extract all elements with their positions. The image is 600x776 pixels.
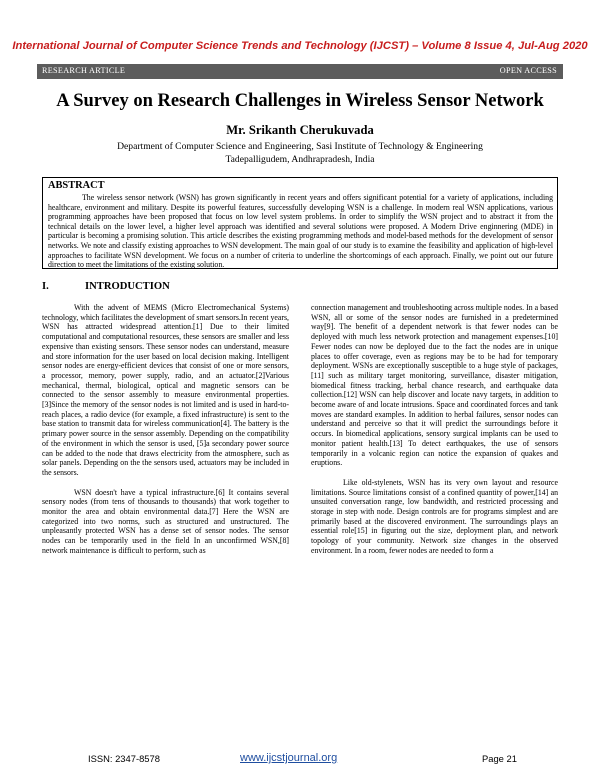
open-access-label: OPEN ACCESS <box>499 66 557 75</box>
abstract-heading: ABSTRACT <box>48 180 105 191</box>
affiliation-line-2: Tadepalligudem, Andhrapradesh, India <box>225 154 375 165</box>
right-column <box>311 303 558 556</box>
left-paragraph-2: WSN doesn't have a typical infrastructure.[6] It contains several sensory nodes (from tens of thousands to thousands) that work together to monitor the area and obtain environmental data.[7] Here the WSN are categorized into two norms, such as structured and unstructured. The unpleasantly protected WSN has a dense set of sensor nodes. The sensor nodes can be temporarily used in the field In an unconfirmed WSN,[8] network maintenance is difficult to perform, such as <box>42 487 289 555</box>
journal-header: International Journal of Computer Science Trends and Technology (IJCST) – Volume 8 Issue 4, Jul-Aug 2020 <box>12 40 588 52</box>
paper-title: A Survey on Research Challenges in Wireless Sensor Network <box>56 91 544 111</box>
abstract-box <box>42 177 558 269</box>
affiliation-line-1: Department of Computer Science and Engineering, Sasi Institute of Technology & Engineering <box>117 141 483 152</box>
research-article-label: RESEARCH ARTICLE <box>42 66 126 75</box>
journal-website-link[interactable]: www.ijcstjournal.org <box>240 752 338 764</box>
section-heading <box>42 281 170 292</box>
section-title: INTRODUCTION <box>85 281 170 292</box>
left-paragraph-1: With the advent of MEMS (Micro Electromechanical Systems) technology, which facilitates the development of smart sensors.In recent years, WSN has attracted widespread attention.[1] Due to their limited computational and computational resources, these sensors are smaller and less expensive than existing sensors. These sensor nodes can understand, measure and store information for the user based on local decision making. Intelligent sensor nodes are energy-efficient devices that consist of one or more sensors, a processor, memory, power supply, radio, and an actuator.[2]Various mechanical, thermal, biological, optical and magnetic sensors can be connected to the sensor assembly to measure environmental properties. [3]Since the memory of the sensor nodes is not limited and is used in hard-to-reach places, a radio device (for example, a fixed infrastructure) is sent to the base station to transmit data for wireless communication[4]. The battery is the primary power source in the sensor assembly. Depending on the compatibility of the environment in which the sensor is used, [5]a secondary power source can be added to the node that draws electricity from the atmosphere, such as solar panels. Depending on the the sensors used, actuators may be included in the sensors. <box>42 303 289 477</box>
author-name: Mr. Srikanth Cherukuvada <box>226 123 374 137</box>
page-number: Page 21 <box>482 753 517 764</box>
page-footer <box>0 752 600 766</box>
right-paragraph-2: Like old-stylenets, WSN has its very own layout and resource limitations. Source limitations consist of a confined quantity of power,[14] an unsuited conversation range, low bandwidth, and restricted processing and storage in step with node. Design controls are for programs simplest and are primarily based at the discovered environment. The surroundings plays an essential role[15] in figuring out the size, deployment plan, and network topology of your community. Network size changes in the observed environment. In a room, fewer nodes are needed to form a <box>311 477 558 555</box>
right-paragraph-1: connection management and troubleshooting across multiple nodes. In a based WSN, all or some of the sensor nodes are furnished in a predetermined way[9]. The benefit of a dependent network is that fewer nodes can be deployed with much less network protection and management expenses.[10] Fewer nodes can now be deployed due to the fact the nodes are in unique places to offer coverage, even as regions may be to be had for temporary deployment. WSNs are exceptionally susceptible to a huge style of packages,[11] such as military target monitoring, surveillance, disaster mitigation, biomedical fitness tracking, herbal chance research, and earthquake data collection.[12] WSN can help discover and locate navy targets, in addition to become aware of and locate intrusions. Space and coordinated forces and tank moves are standard examples. In addition to herbal failures, sensor nodes can understand and perceive so that it will predict the surroundings before it occurs. In biomedical applications, sensory surgical implants can be used to monitor patient health.[13] To detect earthquakes, the use of sensors temporarily in a volcanic region can notice the expansion of quakes and eruptions. <box>311 303 558 468</box>
section-number: I. <box>42 281 49 292</box>
abstract-text: The wireless sensor network (WSN) has grown significantly in recent years and offers significant potential for a variety of applications, including healthcare, environment and military. Despite its powerful features, successfully developing WSN is a challenge. In modern real WSN applications, various programming approaches have been proposed that focus on low level system problems. In order to simplify the WSN project and to abstract it from the technical details on the lower level, a higher level approach was identified and several solutions were proposed. A Modern Drive enginnering (MDE) in particular is becoming a promising solution. This article describes the existing programming methods and model-based methods for the development of sensor networks. We note and classify existing approaches to WSN development. The main goal of our study is to examine the feasibility and application of high-level approaches to facilitate WSN development. We focus on a number of criteria to underline the shortcomings of each approach. Finally, we point out our future direction to meet the limitations of the existing solution. <box>48 193 553 270</box>
left-column <box>42 303 289 556</box>
article-type-banner <box>37 64 563 79</box>
issn-label: ISSN: 2347-8578 <box>88 753 160 764</box>
